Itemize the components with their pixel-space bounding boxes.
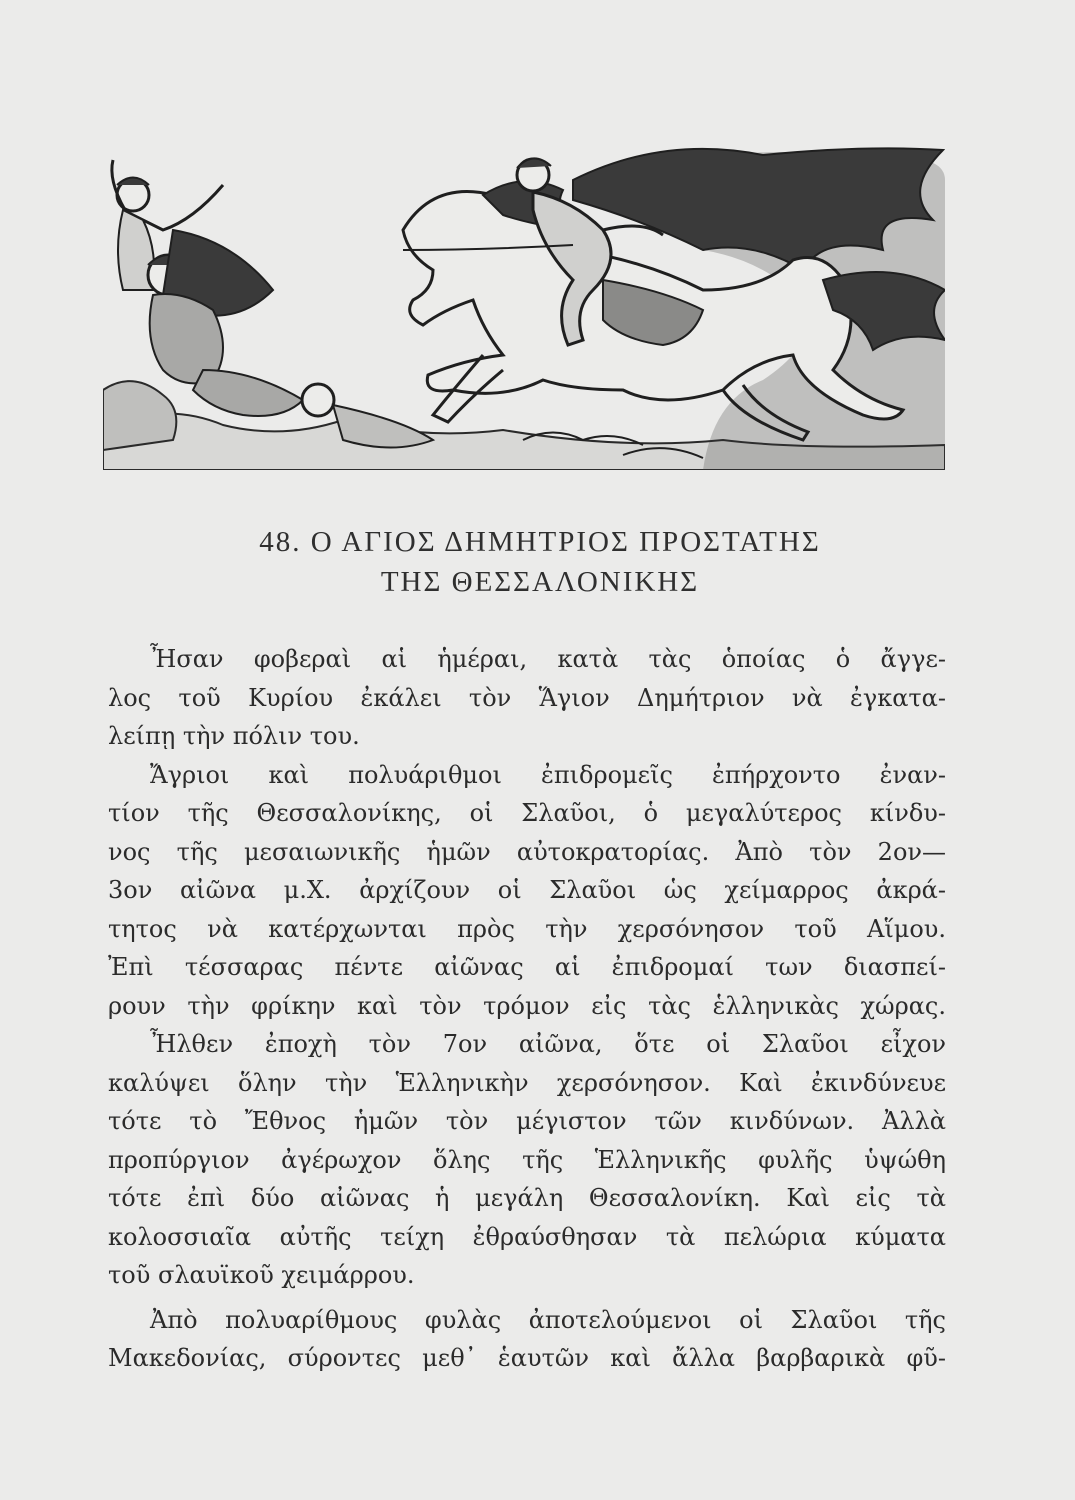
text-line: τητος νὰ κατέρχωνται πρὸς τὴν χερσόνησον τοῦ Αἵμου. xyxy=(108,914,946,943)
text-line: Ἀπὸ πολυαρίθμους φυλὰς ἀποτελούμενοι οἱ Σλαῦοι τῆς xyxy=(150,1305,946,1334)
text-line: κολοσσιαῖα αὐτῆς τείχη ἐθραύσθησαν τὰ πελώρια κύματα xyxy=(108,1222,946,1251)
text-line: 3ον αἰῶνα μ.Χ. ἀρχίζουν οἱ Σλαῦοι ὡς χείμαρρος ἀκρά- xyxy=(108,876,946,904)
text-line: λος τοῦ Κυρίου ἐκάλει τὸν Ἅγιον Δημήτριον νὰ ἐγκατα- xyxy=(108,683,946,712)
paragraph-2 xyxy=(108,756,946,1026)
body-text xyxy=(108,640,946,1378)
text-line: τοῦ σλαυϊκοῦ χειμάρρου. xyxy=(108,1261,415,1289)
paragraph-1 xyxy=(108,640,946,756)
text-line: τότε ἐπὶ δύο αἰῶνας ἡ μεγάλη Θεσσαλονίκη. Καὶ εἰς τὰ xyxy=(108,1184,946,1212)
text-line: ρουν τὴν φρίκην καὶ τὸν τρόμον εἰς τὰς ἑλληνικὰς χώρας. xyxy=(108,991,946,1020)
text-line: Ἐπὶ τέσσαρας πέντε αἰῶνας αἱ ἐπιδρομαί των διασπεί- xyxy=(108,953,946,981)
text-line: προπύργιον ἀγέρωχον ὅλης τῆς Ἑλληνικῆς φυλῆς ὑψώθη xyxy=(108,1145,946,1174)
text-line: τίον τῆς Θεσσαλονίκης, οἱ Σλαῦοι, ὁ μεγαλύτερος κίνδυ- xyxy=(108,799,946,827)
text-line: Ἦλθεν ἐποχὴ τὸν 7ον αἰῶνα, ὅτε οἱ Σλαῦοι εἶχον xyxy=(150,1030,946,1058)
text-line: νος τῆς μεσαιωνικῆς ἡμῶν αὐτοκρατορίας. Ἀπὸ τὸν 2ον— xyxy=(108,837,946,866)
text-line: Μακεδονίας, σύροντες μεθ᾽ ἑαυτῶν καὶ ἄλλα βαρβαρικὰ φῦ- xyxy=(108,1344,946,1372)
text-line: τότε τὸ Ἔθνος ἡμῶν τὸν μέγιστον τῶν κινδύνων. Ἀλλὰ xyxy=(108,1107,946,1135)
chapter-title-line-2: ΤΗΣ ΘΕΣΣΑΛΟΝΙΚΗΣ xyxy=(380,566,700,598)
text-line: Ἦσαν φοβεραὶ αἱ ἡμέραι, κατὰ τὰς ὁποίας ὁ ἄγγε- xyxy=(150,645,946,673)
illustration xyxy=(103,140,945,470)
paragraph-3 xyxy=(108,1025,946,1295)
text-line: καλύψει ὅλην τὴν Ἑλληνικὴν χερσόνησον. Καὶ ἐκινδύνευε xyxy=(108,1068,946,1097)
rider-on-horse-illustration-icon xyxy=(103,140,945,470)
text-line: Ἄγριοι καὶ πολυάριθμοι ἐπιδρομεῖς ἐπήρχοντο ἐναν- xyxy=(150,760,946,789)
chapter-title xyxy=(110,522,970,602)
chapter-title-line-1: 48. Ο ΑΓΙΟΣ ΔΗΜΗΤΡΙΟΣ ΠΡΟΣΤΑΤΗΣ xyxy=(259,526,821,558)
text-line: λείπῃ τὴν πόλιν του. xyxy=(108,722,360,750)
paragraph-4 xyxy=(108,1301,946,1378)
